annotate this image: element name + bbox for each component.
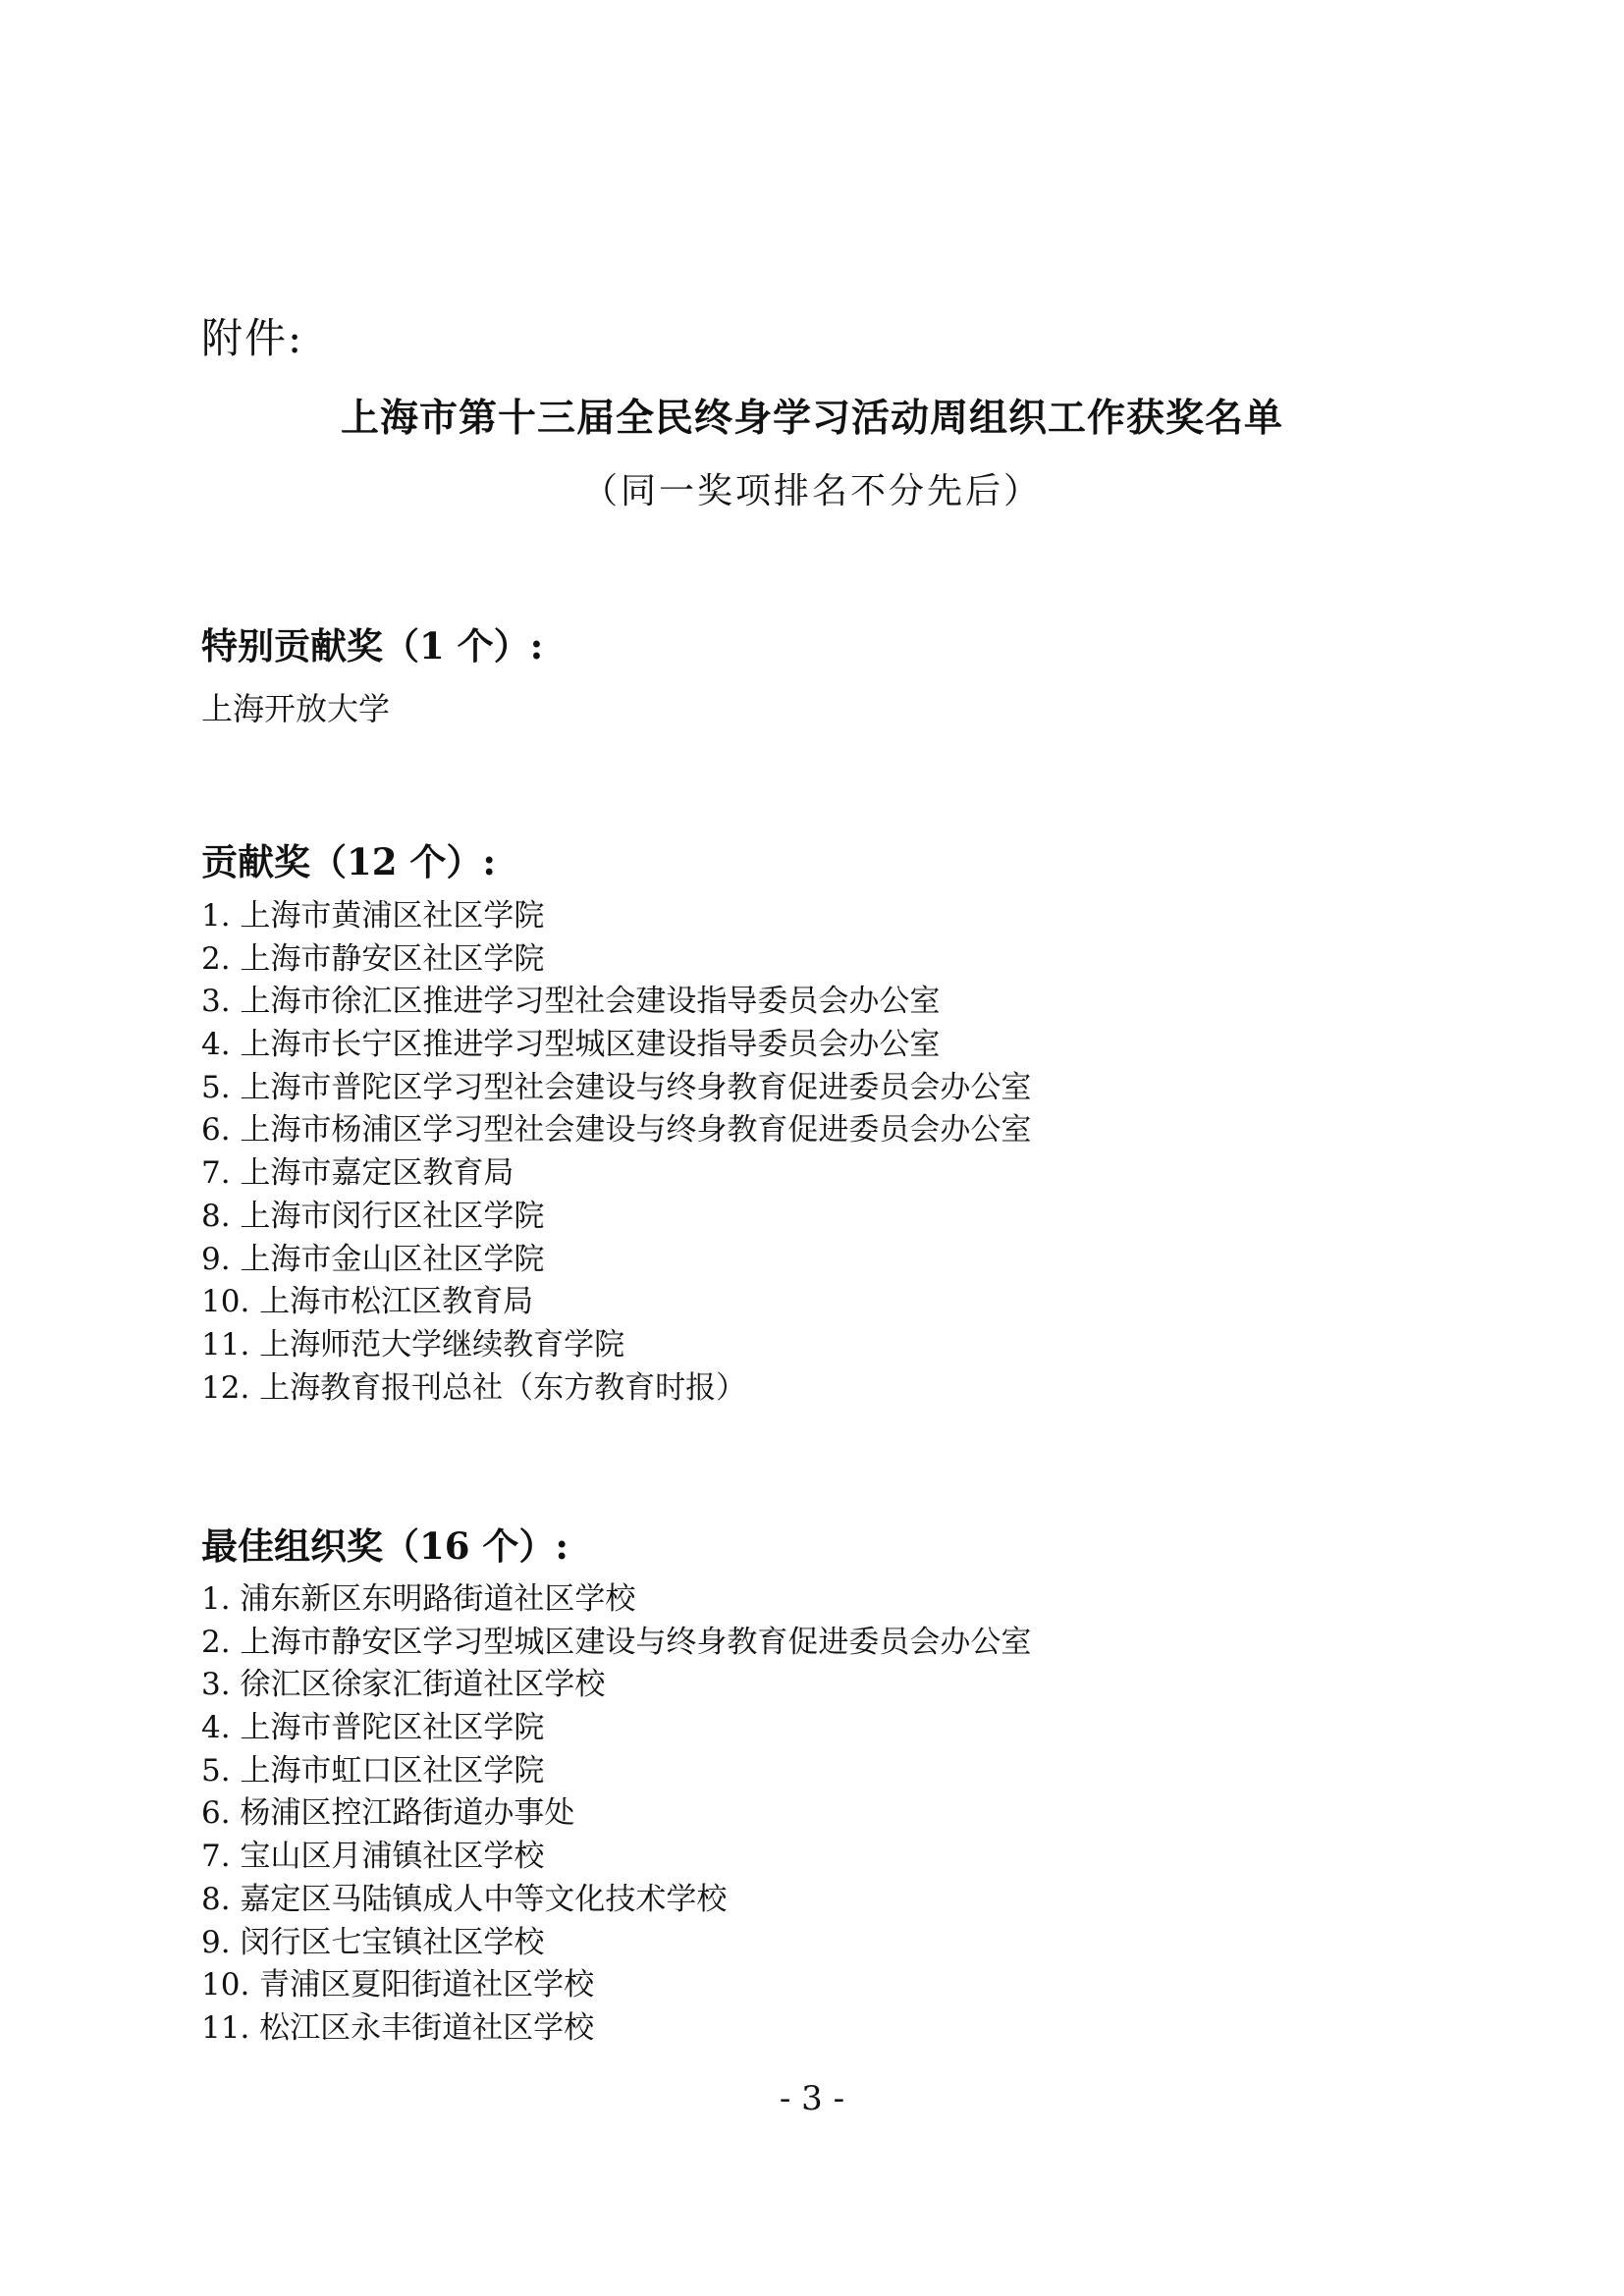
list-item: 1. 浦东新区东明路街道社区学校 xyxy=(201,1581,636,1617)
list-item: 5. 上海市普陀区学习型社会建设与终身教育促进委员会办公室 xyxy=(201,1069,1032,1105)
list-item: 11. 上海师范大学继续教育学院 xyxy=(201,1326,625,1362)
list-item: 5. 上海市虹口区社区学院 xyxy=(201,1752,545,1789)
list-item: 4. 上海市普陀区社区学院 xyxy=(201,1710,545,1746)
list-item: 9. 上海市金山区社区学院 xyxy=(201,1241,545,1277)
contribution-award-list xyxy=(201,895,1031,1410)
list-item: 10. 上海市松江区教育局 xyxy=(201,1284,534,1320)
page-number: - 3 - xyxy=(779,2079,845,2118)
list-item: 8. 上海市闵行区社区学院 xyxy=(201,1198,545,1234)
list-item: 12. 上海教育报刊总社（东方教育时报） xyxy=(201,1369,747,1406)
list-item: 3. 上海市徐汇区推进学习型社会建设指导委员会办公室 xyxy=(201,984,941,1020)
list-item: 10. 青浦区夏阳街道社区学校 xyxy=(201,1967,595,2003)
document-title: 上海市第十三届全民终身学习活动周组织工作获奖名单 xyxy=(340,396,1283,441)
best-organization-award-list xyxy=(201,1578,1031,2051)
list-item: 3. 徐汇区徐家汇街道社区学校 xyxy=(201,1667,606,1703)
list-item: 7. 宝山区月浦镇社区学校 xyxy=(201,1839,545,1875)
attachment-label: 附件: xyxy=(201,314,304,362)
list-item: 7. 上海市嘉定区教育局 xyxy=(201,1155,514,1192)
section-heading-special-contribution: 特别贡献奖（1 个）: xyxy=(201,624,544,667)
list-item: 2. 上海市静安区社区学院 xyxy=(201,940,545,977)
list-item: 9. 闵行区七宝镇社区学校 xyxy=(201,1924,545,1960)
list-item: 1. 上海市黄浦区社区学院 xyxy=(201,898,545,934)
list-item: 8. 嘉定区马陆镇成人中等文化技术学校 xyxy=(201,1881,728,1917)
document-subtitle: （同一奖项排名不分先后） xyxy=(581,471,1042,511)
list-item: 6. 上海市杨浦区学习型社会建设与终身教育促进委员会办公室 xyxy=(201,1112,1032,1148)
list-item: 11. 松江区永丰街道社区学校 xyxy=(201,2009,595,2046)
section-heading-best-organization: 最佳组织奖（16 个）: xyxy=(201,1524,569,1568)
special-contribution-winner: 上海开放大学 xyxy=(201,690,391,727)
list-item: 2. 上海市静安区学习型城区建设与终身教育促进委员会办公室 xyxy=(201,1624,1032,1660)
section-heading-contribution: 贡献奖（12 个）: xyxy=(201,840,497,883)
list-item: 6. 杨浦区控江路街道办事处 xyxy=(201,1795,575,1832)
list-item: 4. 上海市长宁区推进学习型城区建设指导委员会办公室 xyxy=(201,1027,941,1063)
